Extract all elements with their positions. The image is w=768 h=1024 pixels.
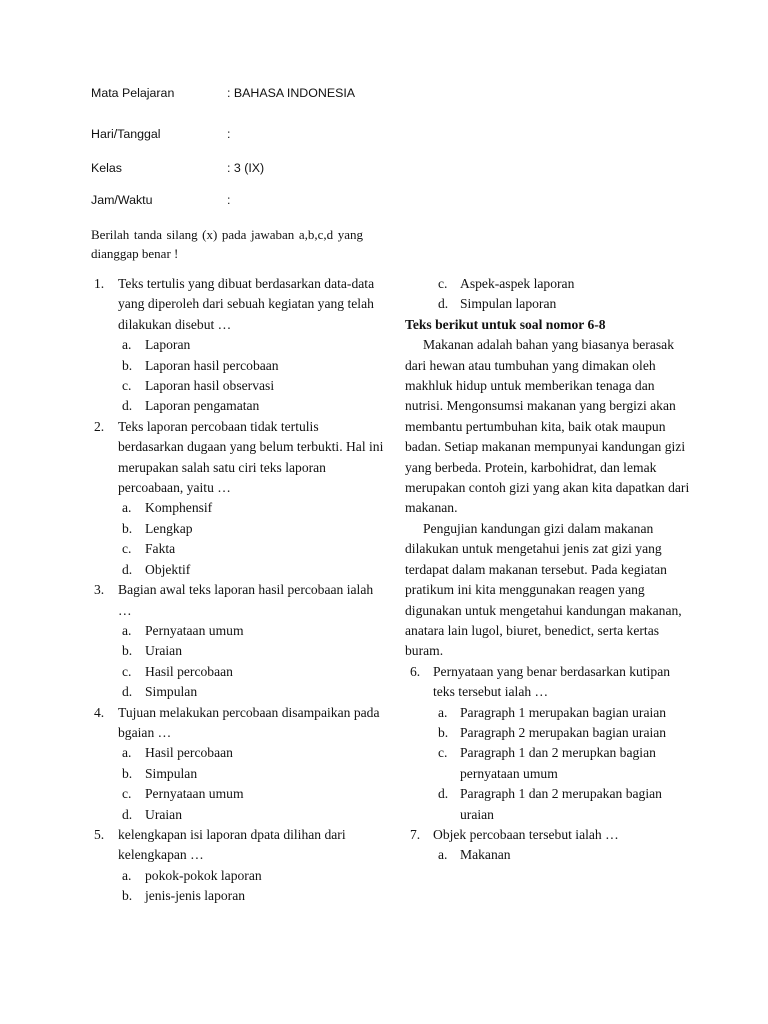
option-letter: d. xyxy=(122,561,133,577)
option-letter: d. xyxy=(122,806,133,822)
option-letter: c. xyxy=(122,541,132,557)
question-item xyxy=(405,825,690,845)
option-text: Lengkap xyxy=(145,520,193,536)
option-text: Paragraph 1 merupakan bagian uraian xyxy=(460,704,667,720)
header-value: : xyxy=(227,127,231,141)
option-text: Paragraph 2 merupakan bagian uraian xyxy=(460,724,667,740)
option-letter: a. xyxy=(438,847,448,863)
question-text: Tujuan melakukan percobaan disampaikan pada bgaian … xyxy=(118,704,380,740)
option-letter: b. xyxy=(122,765,133,781)
option-letter: b. xyxy=(122,888,133,904)
option-letter: a. xyxy=(438,704,448,720)
question-number: 4. xyxy=(94,704,105,720)
option-letter: d. xyxy=(122,398,133,414)
answer-option xyxy=(94,743,384,763)
option-letter: a. xyxy=(122,867,132,883)
option-text: Aspek-aspek laporan xyxy=(460,276,575,291)
option-text: Laporan pengamatan xyxy=(145,398,260,414)
question-number: 3. xyxy=(94,582,105,598)
question-item xyxy=(94,580,384,621)
option-letter: b. xyxy=(122,643,133,659)
answer-option xyxy=(94,539,384,559)
option-text: Laporan hasil percobaan xyxy=(145,357,279,373)
option-text: Laporan xyxy=(145,337,191,353)
header-value: : BAHASA INDONESIA xyxy=(227,86,356,100)
answer-option xyxy=(94,764,384,784)
answer-option xyxy=(94,335,384,355)
option-text: Paragraph 1 dan 2 merupakan bagian uraian xyxy=(460,786,662,822)
header-label: Mata Pelajaran xyxy=(91,86,175,100)
question-text: Teks laporan percobaan tidak tertulis berdasarkan dugaan yang belum terbukti. Hal ini merupakan salah satu ciri teks laporan percoabaan, yaitu … xyxy=(118,418,384,496)
question-item xyxy=(405,662,690,703)
question-text: Objek percobaan tersebut ialah … xyxy=(433,826,619,842)
option-text: Simpulan laporan xyxy=(460,296,557,312)
option-letter: c. xyxy=(438,745,448,761)
option-text: Uraian xyxy=(145,806,182,822)
right-column xyxy=(405,274,690,866)
option-text: Hasil percobaan xyxy=(145,745,233,761)
question-item xyxy=(94,703,384,744)
answer-option xyxy=(405,845,690,865)
option-text: Simpulan xyxy=(145,684,198,700)
option-text: Fakta xyxy=(145,541,176,557)
question-text: Bagian awal teks laporan hasil percobaan ialah … xyxy=(118,582,374,618)
answer-option xyxy=(405,723,690,743)
question-number: 5. xyxy=(94,826,105,842)
option-letter: a. xyxy=(122,500,132,516)
header-value: : xyxy=(227,193,231,207)
option-text: Objektif xyxy=(145,561,191,577)
question-number: 2. xyxy=(94,418,105,434)
question-text: Pernyataan yang benar berdasarkan kutipan teks tersebut ialah … xyxy=(433,663,671,700)
question-item xyxy=(94,417,384,499)
answer-option xyxy=(405,294,690,314)
option-text: Simpulan xyxy=(145,765,198,781)
question-item xyxy=(94,274,384,335)
option-letter: c. xyxy=(438,276,448,291)
option-letter: d. xyxy=(122,684,133,700)
section-heading: Teks berikut untuk soal nomor 6-8 xyxy=(405,316,606,332)
option-letter: c. xyxy=(122,663,132,679)
option-text: Paragraph 1 dan 2 merupkan bagian pernyataan umum xyxy=(460,745,656,781)
reading-paragraph: Pengujian kandungan gizi dalam makanan dilakukan untuk mengetahui jenis zat gizi yang terdapat dalam makanan tersebut. Pada kegiatan pratikum ini kita menggunakan reagen yang digunakan untuk mengetahui kandungan makanan, anatara lain lugol, biuret, benedict, serta kertas buram. xyxy=(405,520,682,659)
option-text: Komphensif xyxy=(145,500,213,516)
answer-option xyxy=(94,376,384,396)
option-text: Pernyataan umum xyxy=(145,622,244,638)
question-text: Teks tertulis yang dibuat berdasarkan data-data yang diperoleh dari sebuah kegiatan yang telah dilakukan disebut … xyxy=(118,276,375,332)
question-number: 7. xyxy=(410,826,421,842)
answer-option xyxy=(94,886,384,906)
answer-option xyxy=(94,519,384,539)
answer-option xyxy=(94,662,384,682)
instruction-text: Berilah tanda silang (x) pada jawaban a,b,c,d yang dianggap benar ! xyxy=(91,227,363,261)
answer-option xyxy=(405,743,690,784)
answer-option xyxy=(405,703,690,723)
option-text: Laporan hasil observasi xyxy=(145,378,275,394)
option-letter: a. xyxy=(122,745,132,761)
question-number: 1. xyxy=(94,276,105,291)
option-letter: a. xyxy=(122,622,132,638)
question-item xyxy=(94,825,384,866)
question-number: 6. xyxy=(410,663,421,679)
option-text: Hasil percobaan xyxy=(145,663,233,679)
answer-option xyxy=(94,356,384,376)
option-letter: c. xyxy=(122,378,132,394)
option-letter: d. xyxy=(438,296,449,312)
answer-option xyxy=(94,396,384,416)
header-value: : 3 (IX) xyxy=(227,161,265,175)
answer-option xyxy=(94,682,384,702)
header-label: Hari/Tanggal xyxy=(91,127,161,141)
answer-option xyxy=(405,274,690,294)
answer-option xyxy=(94,560,384,580)
option-text: jenis-jenis laporan xyxy=(145,888,246,904)
left-column xyxy=(94,274,384,907)
header-label: Kelas xyxy=(91,161,122,175)
option-letter: a. xyxy=(122,337,132,353)
option-text: Uraian xyxy=(145,643,182,659)
option-text: Makanan xyxy=(460,847,511,863)
answer-option xyxy=(405,784,690,825)
option-text: pokok-pokok laporan xyxy=(145,867,262,883)
header-label: Jam/Waktu xyxy=(91,193,153,207)
option-letter: b. xyxy=(122,520,133,536)
option-letter: b. xyxy=(438,724,449,740)
answer-option xyxy=(94,641,384,661)
option-text: Pernyataan umum xyxy=(145,786,244,802)
reading-paragraph: Makanan adalah bahan yang biasanya berasak dari hewan atau tumbuhan yang dimakan oleh makhluk hidup untuk memberikan tenaga dan nutrisi. Mengonsumsi makanan yang bergizi akan membantu pertumbuhan kita, baik otak maupun badan. Setiap makanan mempunyai kandungan gizi yang berbeda. Protein, karbohidrat, dan lemak merupakan contoh gizi yang akan kita dapatkan dari makanan. xyxy=(405,337,690,516)
answer-option xyxy=(94,621,384,641)
answer-option xyxy=(94,498,384,518)
option-letter: c. xyxy=(122,786,132,802)
question-text: kelengkapan isi laporan dpata dilihan dari kelengkapan … xyxy=(118,826,346,863)
option-letter: d. xyxy=(438,786,449,802)
option-letter: b. xyxy=(122,357,133,373)
answer-option xyxy=(94,784,384,804)
answer-option xyxy=(94,866,384,886)
answer-option xyxy=(94,805,384,825)
